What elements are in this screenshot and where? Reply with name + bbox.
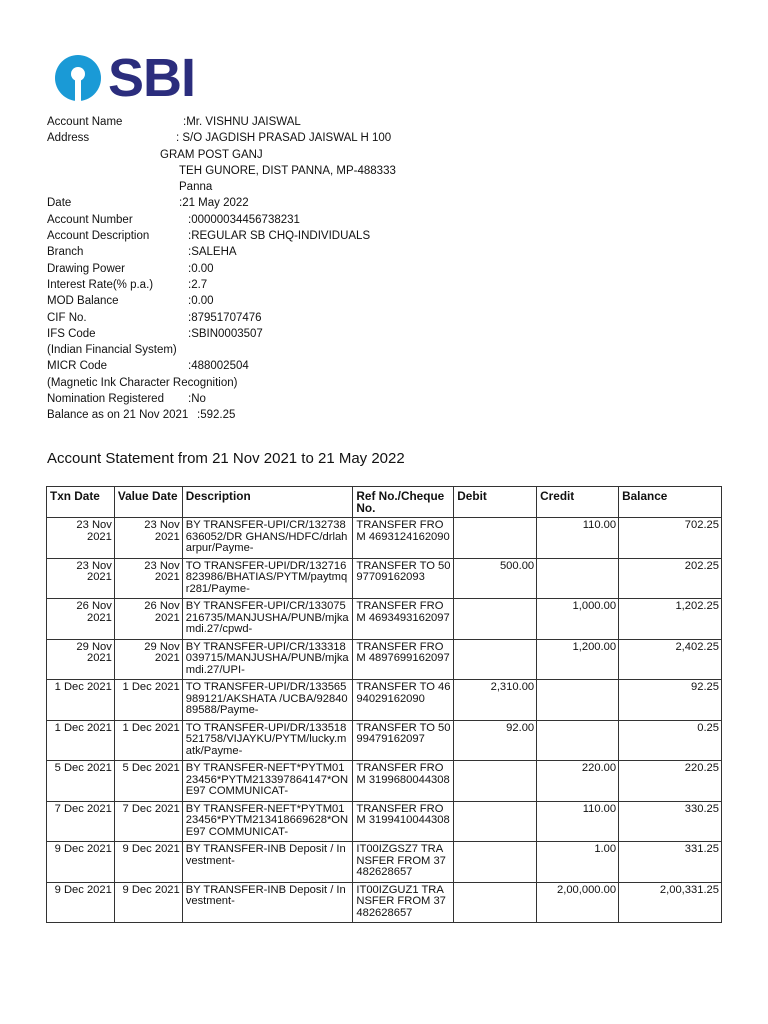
txn-date-cell: 7 Dec 2021	[47, 801, 115, 842]
description-cell: BY TRANSFER-INB Deposit / Investment-	[182, 842, 353, 883]
value-date-cell: 5 Dec 2021	[114, 761, 182, 802]
account-field-label: Nomination Registered	[47, 393, 164, 406]
credit-cell: 110.00	[537, 518, 619, 559]
transactions-table	[46, 486, 722, 923]
balance-cell: 202.25	[619, 558, 722, 599]
description-cell: BY TRANSFER-UPI/CR/133075216735/MANJUSHA/PUNB/mjkamdi.27/cpwd-	[182, 599, 353, 640]
balance-cell: 220.25	[619, 761, 722, 802]
credit-cell: 220.00	[537, 761, 619, 802]
account-field-label: Date	[47, 197, 72, 210]
table-row	[47, 599, 722, 640]
sbi-logo-text: SBI	[108, 48, 196, 108]
credit-cell	[537, 720, 619, 761]
value-date-cell: 23 Nov 2021	[114, 558, 182, 599]
debit-cell: 92.00	[454, 720, 537, 761]
balance-cell: 2,402.25	[619, 639, 722, 680]
account-field-label: Drawing Power	[47, 262, 125, 275]
table-row	[47, 801, 722, 842]
value-date-cell: 1 Dec 2021	[114, 680, 182, 721]
table-row	[47, 558, 722, 599]
description-cell: TO TRANSFER-UPI/DR/132716823986/BHATIAS/PYTM/paytmqr281/Payme-	[182, 558, 353, 599]
account-field-value: :REGULAR SB CHQ-INDIVIDUALS	[188, 230, 371, 243]
balance-cell: 331.25	[619, 842, 722, 883]
table-row	[47, 518, 722, 559]
balance-cell: 330.25	[619, 801, 722, 842]
txn-date-cell: 9 Dec 2021	[47, 842, 115, 883]
ref-no-cell: IT00IZGSZ7 TRANSFER FROM 37482628657	[353, 842, 454, 883]
account-field-value: :00000034456738231	[188, 213, 300, 226]
value-date-cell: 9 Dec 2021	[114, 842, 182, 883]
account-field-value: :0.00	[188, 295, 214, 308]
table-header-row	[47, 487, 722, 518]
debit-cell	[454, 882, 537, 923]
address-line-4: Panna	[179, 181, 213, 194]
credit-cell: 2,00,000.00	[537, 882, 619, 923]
account-field-label: MOD Balance	[47, 295, 119, 308]
debit-cell	[454, 761, 537, 802]
account-field-value: :488002504	[188, 360, 249, 373]
account-field-value: :2.7	[188, 278, 208, 291]
account-field-label: Balance as on 21 Nov 2021	[47, 409, 189, 422]
sbi-keyhole-icon	[55, 55, 101, 101]
value-date-cell: 9 Dec 2021	[114, 882, 182, 923]
debit-cell	[454, 599, 537, 640]
description-cell: BY TRANSFER-UPI/CR/132738636052/DR GHANS/HDFC/drlaharpur/Payme-	[182, 518, 353, 559]
account-field-value: :No	[188, 393, 206, 406]
address-line-1: : S/O JAGDISH PRASAD JAISWAL H 100	[176, 132, 392, 145]
txn-date-cell: 26 Nov 2021	[47, 599, 115, 640]
credit-cell: 1.00	[537, 842, 619, 883]
account-field-value: :SBIN0003507	[188, 327, 263, 340]
ref-no-cell: TRANSFER FROM 4897699162097	[353, 639, 454, 680]
header-description: Description	[182, 487, 353, 518]
txn-date-cell: 29 Nov 2021	[47, 639, 115, 680]
ref-no-cell: TRANSFER FROM 4693493162097	[353, 599, 454, 640]
account-field-label: Interest Rate(% p.a.)	[47, 278, 154, 291]
txn-date-cell: 1 Dec 2021	[47, 720, 115, 761]
account-field-label: (Magnetic Ink Character Recognition)	[47, 376, 238, 389]
account-field-value: :21 May 2022	[179, 197, 249, 210]
credit-cell	[537, 680, 619, 721]
account-field-label: IFS Code	[47, 327, 96, 340]
description-cell: BY TRANSFER-INB Deposit / Investment-	[182, 882, 353, 923]
debit-cell	[454, 801, 537, 842]
ref-no-cell: TRANSFER TO 4694029162090	[353, 680, 454, 721]
account-field-label: Branch	[47, 246, 84, 259]
account-field-value: :0.00	[188, 262, 214, 275]
description-cell: BY TRANSFER-NEFT*PYTM0123456*PYTM213418669628*ONE97 COMMUNICAT-	[182, 801, 353, 842]
balance-cell: 2,00,331.25	[619, 882, 722, 923]
header-ref-no: Ref No./Cheque No.	[353, 487, 454, 518]
statement-title: Account Statement from 21 Nov 2021 to 21 May 2022	[47, 450, 405, 467]
balance-cell: 702.25	[619, 518, 722, 559]
address-line-3: TEH GUNORE, DIST PANNA, MP-488333	[179, 164, 396, 177]
ref-no-cell: TRANSFER TO 5097709162093	[353, 558, 454, 599]
txn-date-cell: 23 Nov 2021	[47, 558, 115, 599]
ref-no-cell: TRANSFER FROM 4693124162090	[353, 518, 454, 559]
account-field-value: :87951707476	[188, 311, 262, 324]
account-field-label: Account Number	[47, 213, 133, 226]
credit-cell: 1,200.00	[537, 639, 619, 680]
description-cell: TO TRANSFER-UPI/DR/133518521758/VIJAYKU/PYTM/lucky.matk/Payme-	[182, 720, 353, 761]
account-field-label: CIF No.	[47, 311, 87, 324]
ref-no-cell: TRANSFER TO 5099479162097	[353, 720, 454, 761]
credit-cell: 110.00	[537, 801, 619, 842]
ref-no-cell: TRANSFER FROM 3199680044308	[353, 761, 454, 802]
value-date-cell: 1 Dec 2021	[114, 720, 182, 761]
description-cell: BY TRANSFER-NEFT*PYTM0123456*PYTM213397864147*ONE97 COMMUNICAT-	[182, 761, 353, 802]
description-cell: TO TRANSFER-UPI/DR/133565989121/AKSHATA /UCBA/9284089588/Payme-	[182, 680, 353, 721]
header-debit: Debit	[454, 487, 537, 518]
account-field-label: MICR Code	[47, 360, 108, 373]
header-value-date: Value Date	[114, 487, 182, 518]
address-label: Address	[47, 132, 90, 145]
txn-date-cell: 5 Dec 2021	[47, 761, 115, 802]
value-date-cell: 23 Nov 2021	[114, 518, 182, 559]
debit-cell: 2,310.00	[454, 680, 537, 721]
debit-cell	[454, 518, 537, 559]
debit-cell	[454, 842, 537, 883]
txn-date-cell: 1 Dec 2021	[47, 680, 115, 721]
table-row	[47, 680, 722, 721]
header-balance: Balance	[619, 487, 722, 518]
account-name-label: Account Name	[47, 116, 123, 128]
account-field-label: Account Description	[47, 230, 150, 243]
table-row	[47, 639, 722, 680]
debit-cell	[454, 639, 537, 680]
ref-no-cell: IT00IZGUZ1 TRANSFER FROM 37482628657	[353, 882, 454, 923]
balance-cell: 0.25	[619, 720, 722, 761]
balance-cell: 1,202.25	[619, 599, 722, 640]
table-row	[47, 842, 722, 883]
account-field-value: :SALEHA	[188, 246, 237, 259]
txn-date-cell: 23 Nov 2021	[47, 518, 115, 559]
table-row	[47, 761, 722, 802]
account-name-value: :Mr. VISHNU JAISWAL	[183, 116, 301, 128]
address-line-2: GRAM POST GANJ	[160, 148, 263, 161]
table-row	[47, 720, 722, 761]
account-field-value: :592.25	[197, 409, 236, 422]
credit-cell	[537, 558, 619, 599]
credit-cell: 1,000.00	[537, 599, 619, 640]
debit-cell: 500.00	[454, 558, 537, 599]
balance-cell: 92.25	[619, 680, 722, 721]
header-credit: Credit	[537, 487, 619, 518]
txn-date-cell: 9 Dec 2021	[47, 882, 115, 923]
header-txn-date: Txn Date	[47, 487, 115, 518]
value-date-cell: 7 Dec 2021	[114, 801, 182, 842]
description-cell: BY TRANSFER-UPI/CR/133318039715/MANJUSHA/PUNB/mjkamdi.27/UPI-	[182, 639, 353, 680]
ref-no-cell: TRANSFER FROM 3199410044308	[353, 801, 454, 842]
table-row	[47, 882, 722, 923]
value-date-cell: 26 Nov 2021	[114, 599, 182, 640]
value-date-cell: 29 Nov 2021	[114, 639, 182, 680]
account-field-label: (Indian Financial System)	[47, 344, 177, 357]
